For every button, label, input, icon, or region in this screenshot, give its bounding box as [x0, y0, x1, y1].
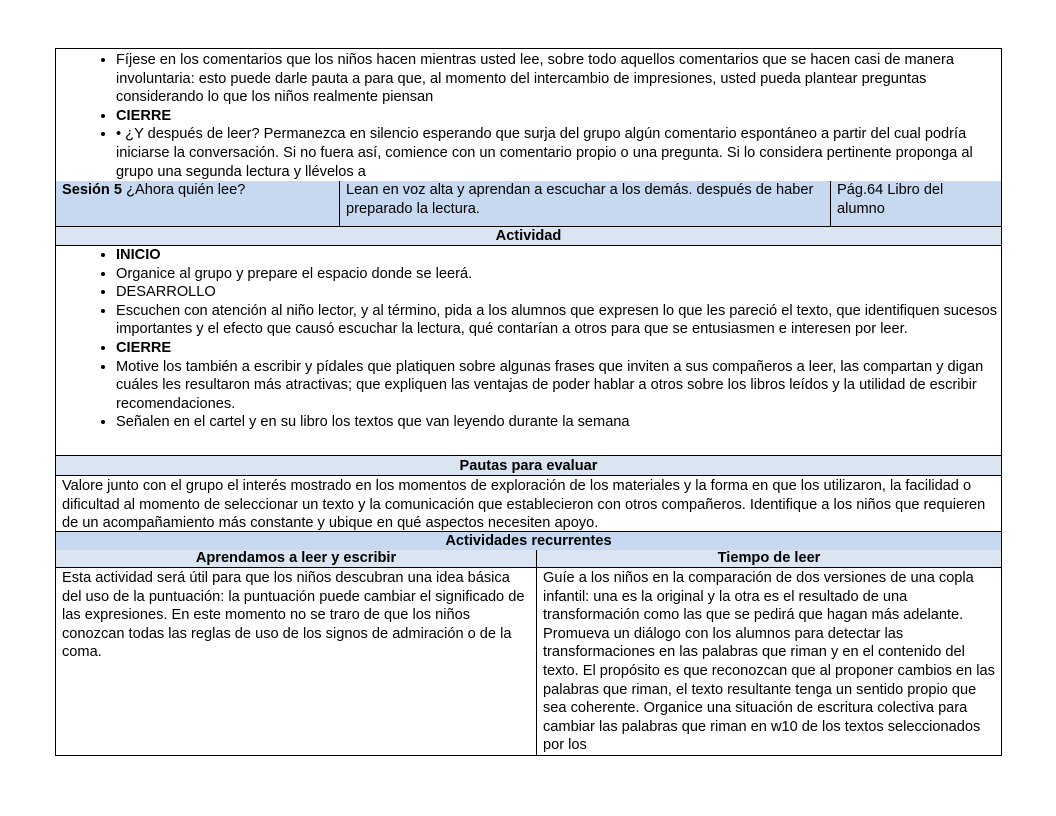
list-item: • • ¿Y después de leer? Permanezca en silencio esperando que surja del grupo algún comentario espontáneo a partir del cual podría iniciarse la conversación. Si no fuera así, comience con un comentario propio o una pregunta. Si lo considera pertinente proponga al grupo una segunda lectura y llévelos a [116, 125, 1001, 181]
right-column-heading: Tiempo de leer [537, 550, 1001, 568]
list-item: • DESARROLLO [116, 283, 1001, 302]
list-item: • INICIO [116, 246, 1001, 265]
session-title: ¿Ahora quién lee? [122, 182, 246, 198]
session-header-row [55, 181, 1002, 226]
session-purpose-cell [340, 181, 831, 226]
left-column-heading: Aprendamos a leer y escribir [56, 550, 536, 568]
left-column [56, 550, 537, 755]
pautas-cell [55, 476, 1002, 531]
list-item: • Señalen en el cartel y en su libro los textos que van leyendo durante la semana [116, 413, 1001, 432]
actividad-heading: Actividad [55, 226, 1002, 246]
right-column-text: Guíe a los niños en la comparación de dos versiones de una copla infantil: una es la original y la otra es el resultado de una transformación como las que se pedirá que hagan más adelante. Promueva un diálogo con los alumnos para detectar las transformaciones en las palabras que riman y en el contenido del texto. El propósito es que reconozcan que al proponer cambios en las palabras que riman, el texto resultante tenga un sentido propio que sea coherente. Organice una situación de escritura colectiva para cambiar las palabras que riman en w10 de los textos seleccionados por los [543, 570, 995, 754]
session-purpose: Lean en voz alta y aprendan a escuchar a los demás. después de haber preparado la lectura. [346, 182, 814, 217]
list-item: • CIERRE [116, 107, 1001, 126]
actividad-cell [55, 246, 1002, 455]
list-item: • CIERRE [116, 339, 1001, 358]
list-item: • Escuchen con atención al niño lector, y al término, pida a los alumnos que expresen lo que les pareció el texto, que identifiquen sucesos importantes y el efecto que causó escuchar la lectura, qué contarían a otros para que se entusiasmen e interesen por leer. [116, 302, 1001, 339]
list-item: • Fíjese en los comentarios que los niños hacen mientras usted lee, sobre todo aquellos comentarios que se hacen casi de manera involuntaria: esto puede darle pauta a para que, al momento del intercambio de impresiones, usted pueda plantear preguntas considerando lo que los niños realmente piensan [116, 51, 1001, 107]
actividad-list [56, 246, 1001, 432]
pautas-heading: Pautas para evaluar [55, 455, 1002, 476]
right-column [537, 550, 1001, 755]
session-reference: Pág.64 Libro del alumno [837, 182, 944, 217]
left-column-text: Esta actividad será útil para que los niños descubran una idea básica del uso de la puntuación: la puntuación puede cambiar el significado de las expresiones. En este momento no se traro de que los niños conozcan todas las reglas de uso de los signos de admiración o de la coma. [62, 570, 525, 661]
recurrentes-heading: Actividades recurrentes [55, 531, 1002, 550]
list-item: • Motive los también a escribir y pídales que platiquen sobre algunas frases que inviten a sus compañeros a leer, las compartan y digan cuáles les resultaron más atractivas; que expliquen las ventajas de poder hablar a otros sobre los libros leídos y la utilidad de escribir recomendaciones. [116, 358, 1001, 414]
session-title-cell [56, 181, 340, 226]
pautas-text: Valore junto con el grupo el interés mostrado en los momentos de exploración de los materiales y la forma en que los utilizaron, la facilidad o dificultad al momento de seleccionar un texto y la comunicación que establecieron con otros compañeros. Identifique a los niños que requieren de un acompañamiento más constante y ubique en qué aspectos necesiten apoyo. [62, 478, 986, 532]
session-label: Sesión 5 [62, 182, 123, 198]
lesson-plan-table [55, 48, 1002, 756]
previous-activity-list [56, 51, 1001, 181]
session-reference-cell [831, 181, 1001, 226]
recurrentes-columns [55, 550, 1002, 756]
previous-activity-cell [55, 48, 1002, 181]
list-item: • Organice al grupo y prepare el espacio donde se leerá. [116, 265, 1001, 284]
